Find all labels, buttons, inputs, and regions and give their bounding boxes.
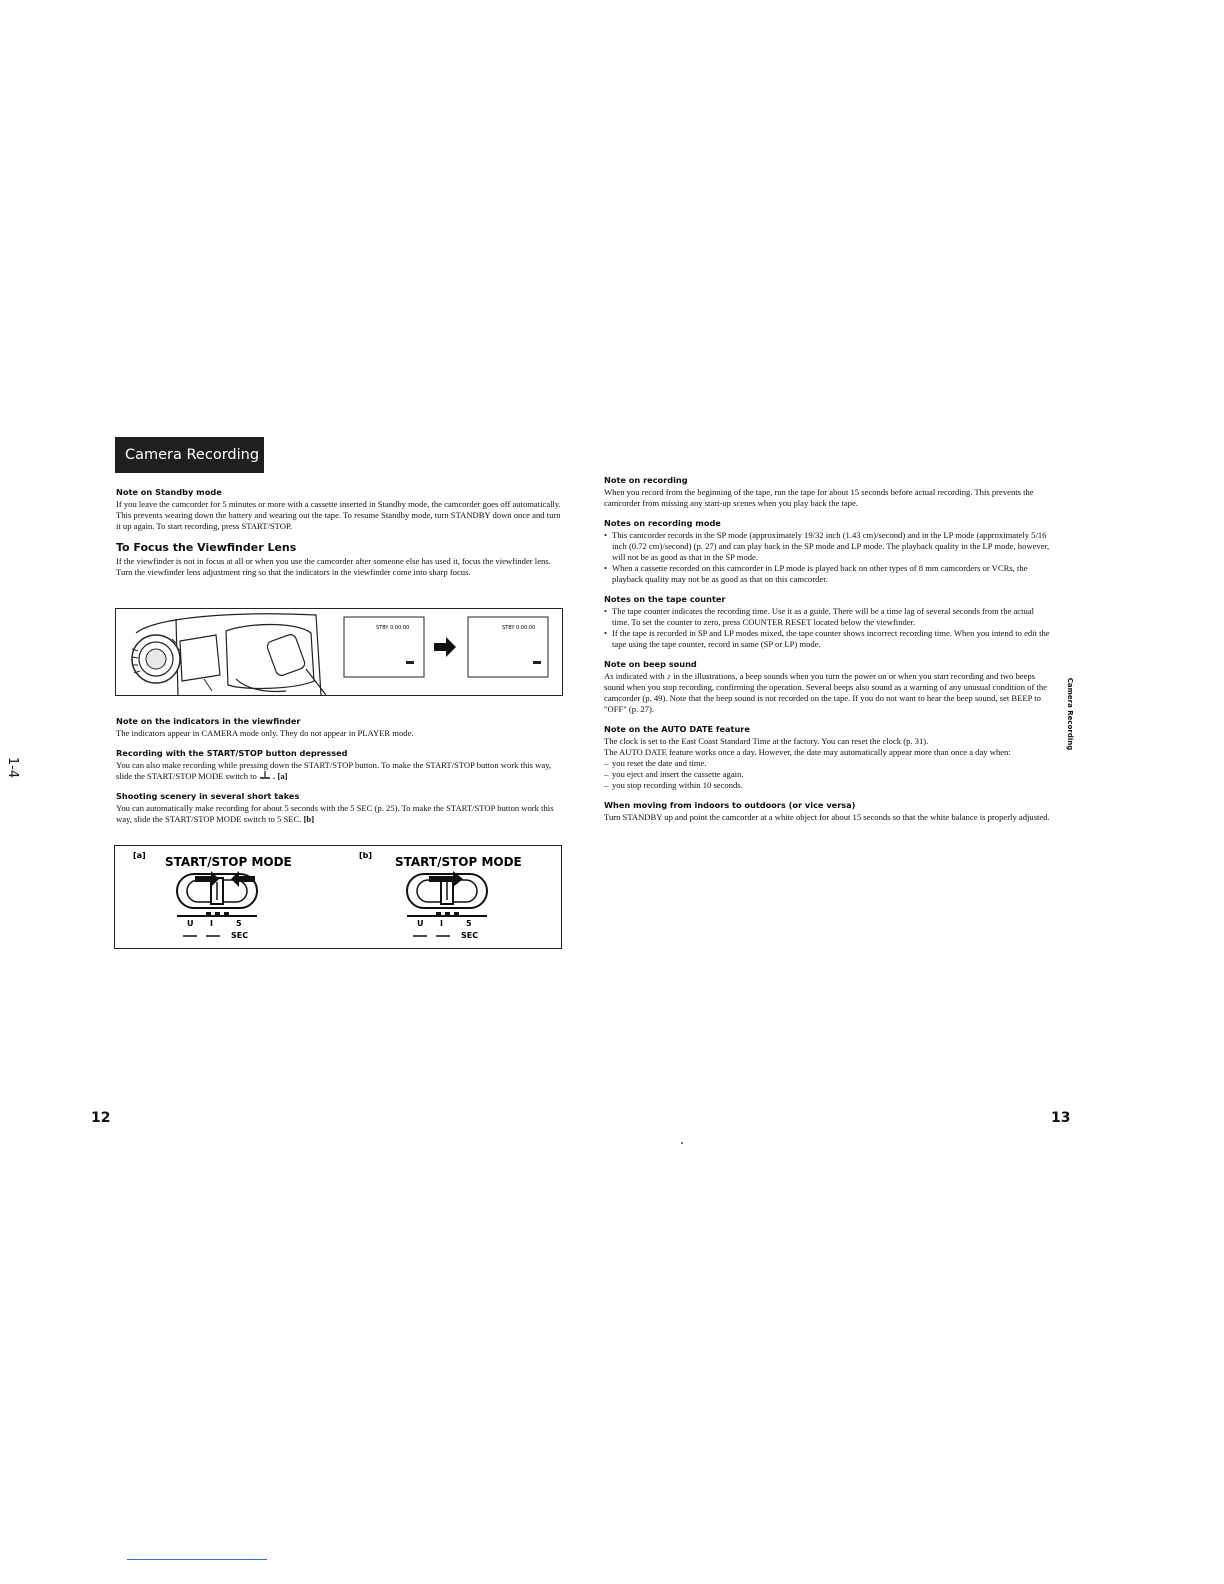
indoor-outdoor-note <box>604 800 1052 823</box>
scenery-note <box>116 791 564 825</box>
auto-date-title: Note on the AUTO DATE feature <box>604 724 750 734</box>
list-item: – you eject and insert the cassette again. <box>604 769 1052 780</box>
focus-title: To Focus the Viewfinder Lens <box>116 541 297 554</box>
page-number-left: 12 <box>91 1110 111 1126</box>
left-column-lower <box>116 716 564 834</box>
indoor-outdoor-body: Turn STANDBY up and point the camcorder at a white object for about 15 seconds so that the white balance is properly adjusted. <box>604 812 1050 822</box>
depress-icon: I <box>440 919 443 928</box>
indicators-note-body: The indicators appear in CAMERA mode only. They do not appear in PLAYER mode. <box>116 728 414 738</box>
right-column <box>604 475 1052 832</box>
section-header: Camera Recording <box>115 437 264 473</box>
screen-2-text: STBY 0:00:00 <box>502 625 536 631</box>
viewfinder-illustration <box>116 609 562 695</box>
auto-date-note <box>604 724 1052 791</box>
tape-counter-title: Notes on the tape counter <box>604 594 726 604</box>
recording-note-title: Note on recording <box>604 475 688 485</box>
mode-label-b: START/STOP MODE <box>395 855 522 869</box>
depress-icon: I <box>210 919 213 928</box>
switch-a <box>177 871 257 940</box>
list-item: • This camcorder records in the SP mode (approximately 19/32 inch (1.43 cm)/second) and in the LP mode (approximately 5/16 inch (0.72 cm)/second) (p. 27) and can play back in the SP mode and LP mode. The playback quality in the LP mode, however, will not be as good as that in the SP mode. <box>604 530 1052 563</box>
indicators-note-title: Note on the indicators in the viewfinder <box>116 716 301 726</box>
mode-switch-figure <box>114 845 562 949</box>
startstop-ref: . [a] <box>273 771 288 781</box>
battery-icon <box>406 661 414 664</box>
startstop-note-text: You can also make recording while pressing down the START/STOP button. To make the START/STOP button work this way, slide the START/STOP MODE switch to <box>116 760 552 781</box>
tape-counter-list <box>604 606 1052 650</box>
auto-date-body-1: The clock is set to the East Coast Standard Time at the factory. You can reset the clock (p. 31). <box>604 736 929 746</box>
switch-b <box>407 871 487 940</box>
startstop-note-title: Recording with the START/STOP button depressed <box>116 748 348 758</box>
standby-note-title: Note on Standby mode <box>116 487 222 497</box>
beep-note <box>604 659 1052 715</box>
focus-body: If the viewfinder is not in focus at all or when you use the camcorder after someone else has used it, focus the viewfinder lens. Turn the viewfinder lens adjustment ring so that the indicators in the viewfinder come into sharp focus. <box>116 556 551 577</box>
beep-note-title: Note on beep sound <box>604 659 697 669</box>
figure-tag-b: [b] <box>359 851 373 860</box>
side-page-label: 1-4 <box>5 756 21 779</box>
standby-note-body: If you leave the camcorder for 5 minutes or more with a cassette inserted in Standby mode, the camcorder goes off automatically. This prevents wearing down the battery and wearing out the tape. To resume Standby mode, turn STANDBY down once and turn it up again. To start recording, press START/STOP. <box>116 499 561 531</box>
list-item: • The tape counter indicates the recording time. Use it as a guide. There will be a time lag of several seconds from the actual time. To set the counter to zero, press COUNTER RESET located below the viewfinder. <box>604 606 1052 628</box>
list-item: • If the tape is recorded in SP and LP modes mixed, the tape counter shows incorrect recording time. When you intend to edit the tape using the tape counter, record in same (SP or LP) mode. <box>604 628 1052 650</box>
mode-switch-illustration <box>115 846 561 948</box>
figure-tag-a: [a] <box>133 851 146 860</box>
beep-note-body: As indicated with ♪ in the illustrations, a beep sounds when you turn the power on or when you start recording and two beeps sound when you stop recording, confirming the operation. Several beeps also sound as a warning of any unusual condition of the camcorder (p. 49). Note that the beep sound is not recorded on the tape. If you do not want to hear the beep sound, set BEEP to "OFF" (p. 27). <box>604 671 1047 714</box>
footer-rule <box>127 1559 267 1560</box>
sec-label: SEC <box>461 931 479 940</box>
viewfinder-figure <box>115 608 563 696</box>
side-section-label: Camera Recording <box>1066 677 1075 751</box>
list-item: • When a cassette recorded on this camcorder in LP mode is played back on other types of 8 mm camcorders or VCRs, the playback quality may not be as good as that on this camcorder. <box>604 563 1052 585</box>
recording-note <box>604 475 1052 509</box>
auto-date-body-2: The AUTO DATE feature works once a day. However, the date may automatically appear more than once a day when: <box>604 747 1011 757</box>
list-item: – you stop recording within 10 seconds. <box>604 780 1052 791</box>
scan-dot <box>681 1142 683 1144</box>
auto-date-list <box>604 758 1052 791</box>
startstop-note-body <box>116 760 564 782</box>
recording-mode-list <box>604 530 1052 585</box>
mode-label-a: START/STOP MODE <box>165 855 292 869</box>
screen-1-text: STBY 0:00:00 <box>376 625 410 631</box>
tape-counter-notes <box>604 594 1052 650</box>
right-arrow-icon <box>434 637 456 657</box>
scenery-ref: [b] <box>303 814 315 824</box>
page-number-right: 13 <box>1051 1110 1071 1126</box>
indoor-outdoor-title: When moving from indoors to outdoors (or vice versa) <box>604 800 856 810</box>
battery-icon <box>533 661 541 664</box>
scenery-note-body <box>116 803 564 825</box>
sec-label: SEC <box>231 931 249 940</box>
hand-mode-icon <box>259 771 271 780</box>
five-label: 5 <box>236 919 242 928</box>
focus-section <box>116 541 564 578</box>
startstop-note <box>116 748 564 782</box>
scenery-note-text: You can automatically make recording for about 5 seconds with the 5 SEC (p. 25). To make the START/STOP button work this way, slide the START/STOP MODE switch to 5 SEC. <box>116 803 554 824</box>
hand-icon: U <box>417 919 424 928</box>
recording-mode-title: Notes on recording mode <box>604 518 721 528</box>
indicators-note <box>116 716 564 739</box>
standby-note <box>116 487 564 532</box>
list-item: – you reset the date and time. <box>604 758 1052 769</box>
scenery-note-title: Shooting scenery in several short takes <box>116 791 300 801</box>
five-label: 5 <box>466 919 472 928</box>
recording-mode-notes <box>604 518 1052 585</box>
recording-note-body: When you record from the beginning of the tape, run the tape for about 15 seconds before actual recording. This prevents the camcorder from missing any start-up scenes when you play back the tape. <box>604 487 1034 508</box>
left-column <box>116 487 564 587</box>
hand-icon: U <box>187 919 194 928</box>
